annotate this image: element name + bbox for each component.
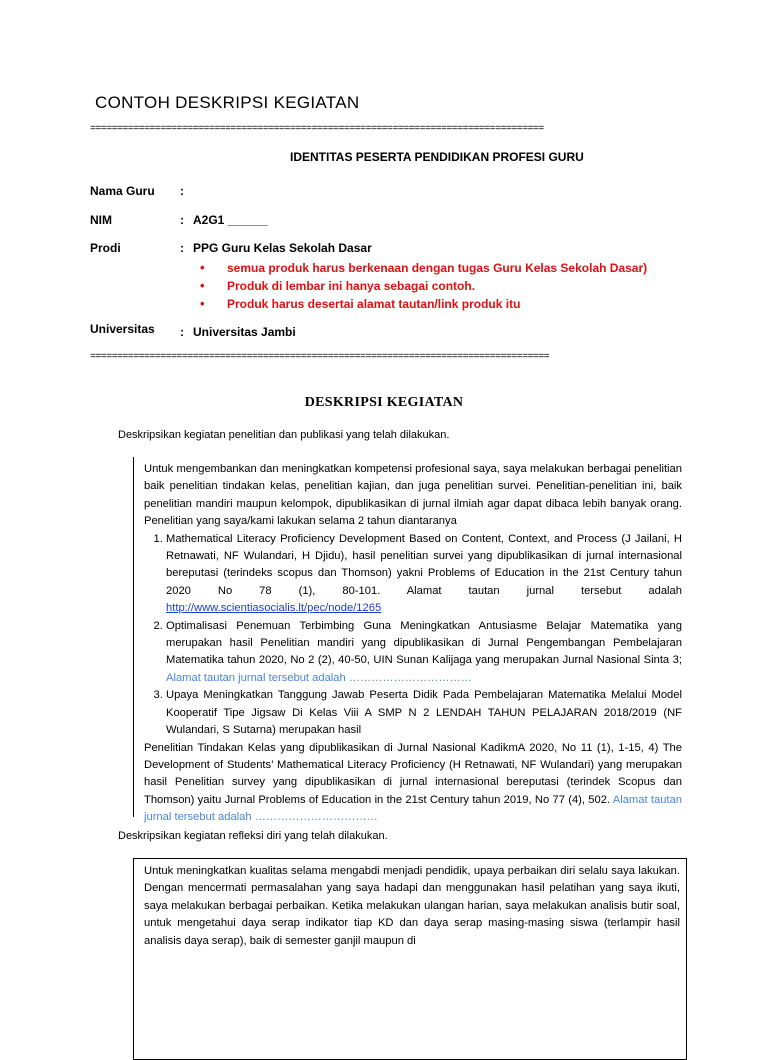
nama-guru-label: Nama Guru (90, 184, 155, 198)
publication-link[interactable]: http://www.scientiasocialis.lt/pec/node/1265 (166, 602, 382, 615)
nim-value: A2G1 ______ (193, 213, 268, 227)
publication-text: Upaya Meningkatkan Tanggung Jawab Peserta Didik Pada Pembelajaran Matematika Melalui Model Kooperatif Tipe Jigsaw Di Kelas Viii A SMP N 2 LENDAH TAHUN PELAJARAN 2018/2019 (NF Wulandari, S Sutarna) merupakan hasil (166, 689, 682, 737)
closing-paragraph (144, 740, 682, 827)
separator-line: ===================================================================================== (90, 352, 550, 363)
publication-text: Optimalisasi Penemuan Terbimbing Guna Meningkatkan Antusiasme Belajar Matematika yang merupakan hasil Penelitian mandiri yang dipublikasikan di Jurnal Pengembangan Pembelajaran Matematika tahun 2020, No 2 (2), 40-50, UIN Sunan Kalijaga yang merupakan Jurnal Nasional Sinta 3; (166, 619, 682, 667)
document-title: CONTOH DESKRIPSI KEGIATAN (95, 93, 360, 112)
closing-text: Penelitian Tindakan Kelas yang dipublikasikan di Jurnal Nasional KadikmA 2020, No 11 (1), 1-15, 4) The Development of Students’ Mathematical Literacy Proficiency (H Retnawati, NF Wulandari) yang merupakan hasil Penelitian survey yang dipublikasikan di jurnal internasional bereputasi (terindek Scopus dan Thomson) yaitu Jurnal Problems of Education in the 21st Century tahun 2019, No 77 (4), 502. (144, 741, 682, 806)
refleksi-paragraph: Untuk meningkatkan kualitas selama mengabdi menjadi pendidik, upaya perbaikan diri selalu saya lakukan. Dengan mencermati permasalahan yang saya hadapi dan menggunakan hasil pelatihan yang saya ikuti, saya melakukan berbagai perbaikan. Ketika melakukan ulangan harian, saya melakukan analisis butir soal, untuk mengetahui daya serap indikator tiap KD dan daya serap masing-masing siswa (terlampir hasil analisis daya serap), baik di semester ganjil maupun di (144, 865, 680, 947)
publication-text: Mathematical Literacy Proficiency Development Based on Content, Context, and Process (J Jailani, H Retnawati, NF Wulandari, H Djidu), hasil penelitian survei yang dipublikasikan di jurnal internasional bereputasi (terindeks scopus dan Thomson) yakni Problems of Education in the 21st Century tahun 2020 No 78 (1), 80-101. Alamat tautan jurnal tersebut adalah (166, 532, 682, 597)
prodi-value: PPG Guru Kelas Sekolah Dasar (193, 241, 372, 255)
nama-guru-colon: : (180, 184, 184, 198)
publication-item (166, 531, 682, 618)
nim-colon: : (180, 213, 184, 227)
universitas-value: Universitas Jambi (193, 325, 296, 339)
section-title: DESKRIPSI KEGIATAN (304, 395, 464, 410)
prodi-note: • Produk harus desertai alamat tautan/link produk itu (200, 295, 647, 313)
link-placeholder-text: Alamat tautan jurnal tersebut adalah …………………………… (166, 671, 472, 684)
separator-line: ==================================================================================== (90, 124, 544, 135)
prodi-colon: : (180, 241, 184, 255)
refleksi-answer-box (133, 858, 687, 1060)
prompt-penelitian: Deskripsikan kegiatan penelitian dan publikasi yang telah dilakukan. (118, 429, 450, 441)
identitas-heading: IDENTITAS PESERTA PENDIDIKAN PROFESI GURU (290, 150, 584, 164)
link-placeholder-text: Alamat tautan jurnal tersebut adalah …………………………… (144, 793, 682, 824)
prodi-note: • semua produk harus berkenaan dengan tugas Guru Kelas Sekolah Dasar) (200, 259, 647, 277)
publication-item (166, 687, 682, 739)
intro-paragraph: Untuk mengembankan dan meningkatkan kompetensi profesional saya, saya melakukan berbagai penelitian baik penelitian tindakan kelas, penelitian kajian, dan juga penelitian survei. Penelitian-penelitian ini, baik penelitian mandiri maupun kelompok, dipublikasikan di jurnal ilmiah agar dapat dibaca lebih banyak orang. Penelitian yang saya/kami lakukan selama 2 tahun diantaranya (144, 463, 682, 528)
nim-label: NIM (90, 213, 112, 227)
prodi-label: Prodi (90, 241, 121, 255)
universitas-colon: : (180, 325, 184, 339)
prodi-note: • Produk di lembar ini hanya sebagai contoh. (200, 277, 647, 295)
universitas-label: Universitas (90, 322, 155, 336)
publication-item (166, 618, 682, 688)
penelitian-answer-box (133, 457, 682, 824)
prompt-refleksi: Deskripsikan kegiatan refleksi diri yang telah dilakukan. (118, 830, 388, 842)
publication-list (144, 531, 682, 740)
prodi-notes-list (200, 259, 647, 313)
